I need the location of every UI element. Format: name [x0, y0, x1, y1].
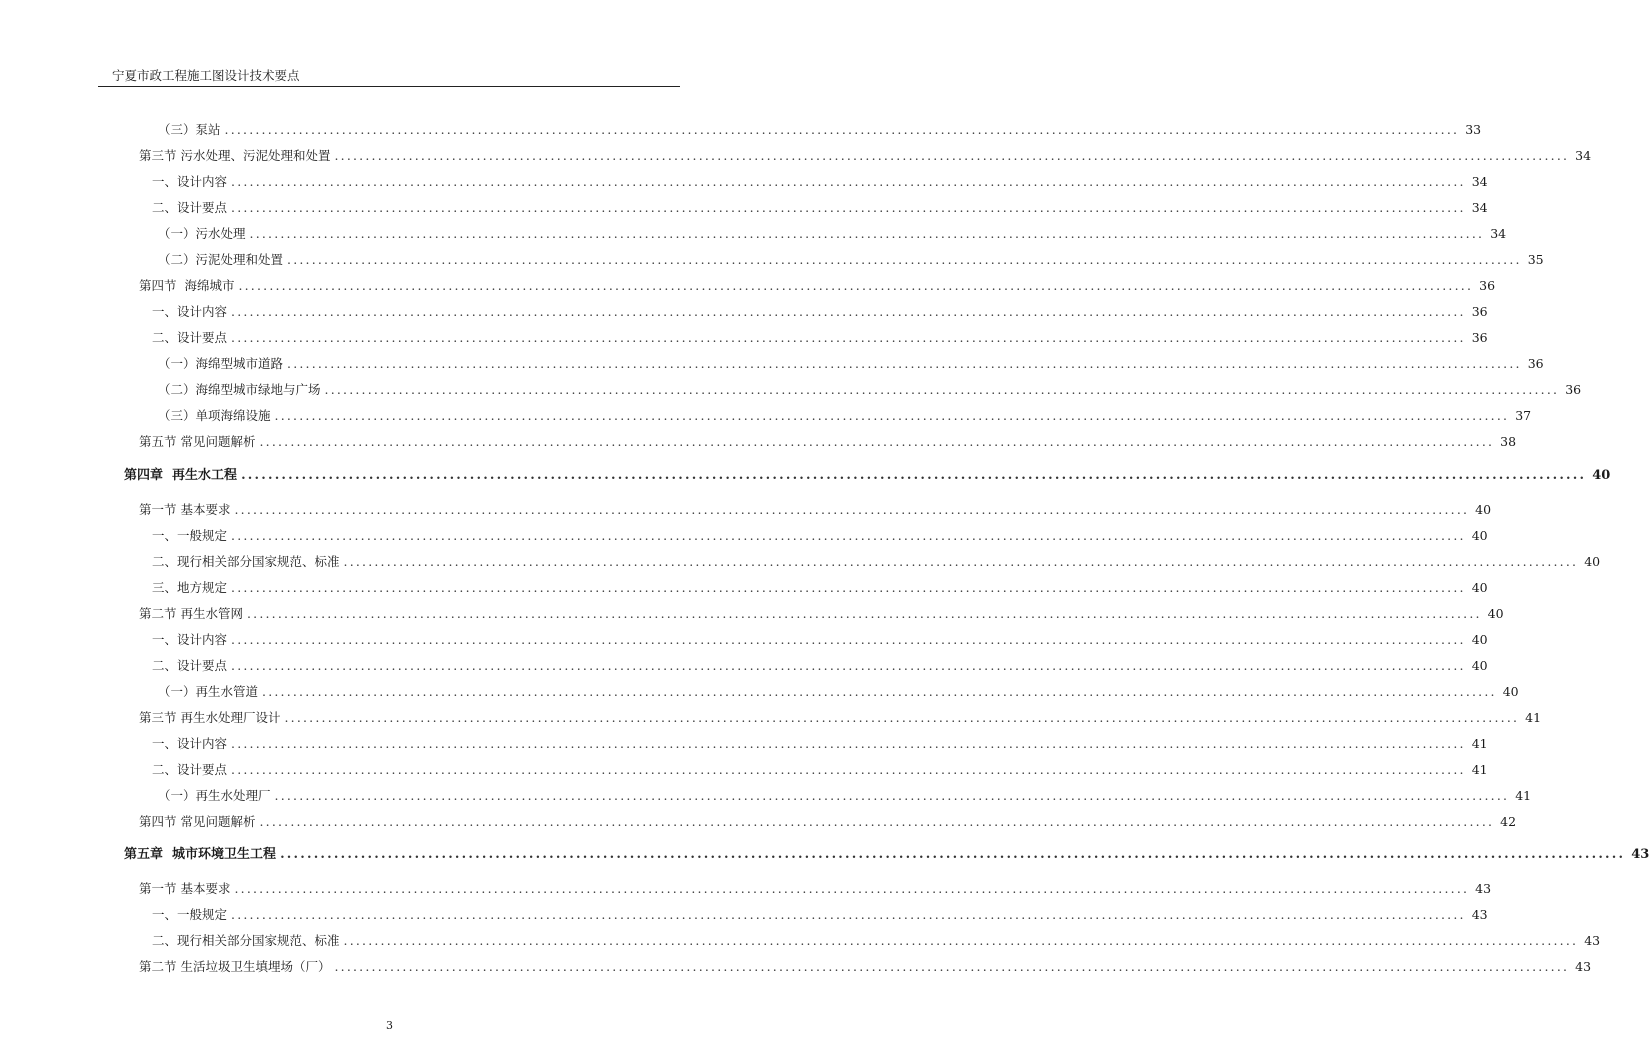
toc-entry-title: 第五节 常见问题解析 — [139, 434, 256, 449]
dot-leader: ........................................................................................................................................................................................................ — [231, 174, 1466, 189]
dot-leader: ........................................................................................................................................................................................................ — [334, 148, 1570, 163]
toc-entry-title: 第一节 基本要求 — [139, 502, 231, 517]
toc-entry-title: （三）单项海绵设施 — [158, 408, 271, 423]
toc-entry-title: 第三节 污水处理、污泥处理和处置 — [139, 148, 331, 163]
toc-entry[interactable] — [158, 381, 1582, 399]
toc-entry-page: 36 — [1565, 382, 1582, 397]
toc-entry[interactable] — [158, 407, 1532, 425]
toc-entry-title: 第一节 基本要求 — [139, 881, 231, 896]
running-header: 宁夏市政工程施工图设计技术要点 — [112, 68, 300, 83]
toc-entry-title: 第四章 再生水工程 — [124, 468, 238, 483]
toc-entry[interactable] — [139, 709, 1542, 727]
toc-entry-title: 二、设计要点 — [152, 200, 228, 215]
toc-entry[interactable] — [139, 147, 1592, 165]
dot-leader: ........................................................................................................................................................................................................ — [231, 658, 1466, 673]
toc-entry-title: （二）海绵型城市绿地与广场 — [158, 382, 321, 397]
dot-leader: ........................................................................................................................................................................................................ — [238, 278, 1474, 293]
toc-entry-title: 第二节 再生水管网 — [139, 606, 243, 621]
toc-entry-page: 41 — [1515, 788, 1532, 803]
toc-entry[interactable] — [152, 303, 1488, 321]
toc-entry-title: （一）再生水处理厂 — [158, 788, 271, 803]
toc-entry-page: 40 — [1592, 468, 1611, 483]
toc-entry[interactable] — [152, 527, 1488, 545]
toc-entry-title: 一、设计内容 — [152, 174, 228, 189]
dot-leader: ........................................................................................................................................................................................................ — [287, 252, 1522, 267]
toc-entry-page: 37 — [1515, 408, 1532, 423]
toc-entry-page: 38 — [1500, 434, 1517, 449]
dot-leader: ........................................................................................................................................................................................................ — [231, 907, 1466, 922]
toc-entry[interactable] — [158, 683, 1519, 701]
toc-entry-title: 二、设计要点 — [152, 658, 228, 673]
toc-entry-page: 43 — [1471, 907, 1488, 922]
toc-entry-page: 36 — [1527, 356, 1544, 371]
toc-entry-title: 一、一般规定 — [152, 528, 228, 543]
dot-leader: ........................................................................................................................................................................................................ — [246, 606, 1482, 621]
toc-entry-page: 40 — [1487, 606, 1504, 621]
dot-leader: ........................................................................................................................................................................................................ — [231, 304, 1466, 319]
dot-leader: ........................................................................................................................................................................................................ — [343, 933, 1579, 948]
dot-leader: ........................................................................................................................................................................................................ — [231, 528, 1466, 543]
dot-leader: ........................................................................................................................................................................................................ — [262, 684, 1497, 699]
toc-entry-page: 41 — [1525, 710, 1542, 725]
toc-entry-page: 36 — [1471, 304, 1488, 319]
toc-entry[interactable] — [152, 199, 1488, 217]
dot-leader: ........................................................................................................................................................................................................ — [274, 408, 1510, 423]
dot-leader: ........................................................................................................................................................................................................ — [231, 200, 1466, 215]
dot-leader: ........................................................................................................................................................................................................ — [343, 554, 1579, 569]
toc-entry[interactable] — [139, 880, 1492, 898]
dot-leader: ........................................................................................................................................................................................................ — [224, 122, 1460, 137]
dot-leader: ........................................................................................................................................................................................................ — [234, 502, 1470, 517]
toc-entry[interactable] — [139, 433, 1517, 451]
dot-leader: ........................................................................................................................................................................................................ — [241, 468, 1587, 483]
dot-leader: ........................................................................................................................................................................................................ — [287, 356, 1522, 371]
dot-leader: ........................................................................................................................................................................................................ — [249, 226, 1485, 241]
toc-entry[interactable] — [139, 813, 1517, 831]
toc-entry-title: 一、设计内容 — [152, 304, 228, 319]
toc-entry[interactable] — [152, 932, 1601, 950]
toc-entry[interactable] — [152, 735, 1488, 753]
toc-entry-page: 34 — [1490, 226, 1507, 241]
toc-entry[interactable] — [152, 906, 1488, 924]
toc-entry[interactable] — [139, 605, 1504, 623]
toc-entry-title: 二、设计要点 — [152, 762, 228, 777]
toc-entry-title: 一、一般规定 — [152, 907, 228, 922]
toc-entry[interactable] — [158, 121, 1482, 139]
toc-entry-page: 43 — [1631, 847, 1649, 862]
toc-entry-title: 二、现行相关部分国家规范、标准 — [152, 933, 340, 948]
dot-leader: ........................................................................................................................................................................................................ — [259, 434, 1495, 449]
dot-leader: ........................................................................................................................................................................................................ — [259, 814, 1495, 829]
toc-entry-title: （三）泵站 — [158, 122, 221, 137]
toc-entry-page: 40 — [1471, 658, 1488, 673]
toc-entry-title: 第五章 城市环境卫生工程 — [124, 847, 277, 862]
toc-entry[interactable] — [152, 329, 1488, 347]
toc-entry-page: 40 — [1471, 580, 1488, 595]
toc-entry-page: 43 — [1475, 881, 1492, 896]
dot-leader: ........................................................................................................................................................................................................ — [274, 788, 1510, 803]
dot-leader: ........................................................................................................................................................................................................ — [231, 580, 1466, 595]
toc-entry-title: 第四节 海绵城市 — [139, 278, 235, 293]
toc-entry-page: 40 — [1471, 632, 1488, 647]
toc-entry[interactable] — [139, 277, 1496, 295]
dot-leader: ........................................................................................................................................................................................................ — [231, 762, 1466, 777]
toc-entry-title: 第三节 再生水处理厂设计 — [139, 710, 281, 725]
toc-entry-page: 40 — [1475, 502, 1492, 517]
dot-leader: ........................................................................................................................................................................................................ — [231, 330, 1466, 345]
toc-entry-title: 三、地方规定 — [152, 580, 228, 595]
toc-entry-page: 33 — [1465, 122, 1482, 137]
toc-entry-page: 40 — [1471, 528, 1488, 543]
toc-entry-page: 42 — [1500, 814, 1517, 829]
dot-leader: ........................................................................................................................................................................................................ — [231, 632, 1466, 647]
toc-entry-title: 二、现行相关部分国家规范、标准 — [152, 554, 340, 569]
toc-entry[interactable] — [152, 657, 1488, 675]
toc-entry-title: 一、设计内容 — [152, 736, 228, 751]
toc-entry[interactable] — [152, 173, 1488, 191]
toc-entry[interactable] — [152, 631, 1488, 649]
toc-entry-page: 41 — [1471, 762, 1488, 777]
toc-entry-title: 第四节 常见问题解析 — [139, 814, 256, 829]
toc-chapter-entry[interactable] — [124, 846, 1649, 864]
toc-entry[interactable] — [152, 579, 1488, 597]
toc-entry[interactable] — [158, 787, 1532, 805]
toc-entry-title: （一）污水处理 — [158, 226, 246, 241]
toc-entry-title: 第二节 生活垃圾卫生填埋场（厂） — [139, 959, 331, 974]
header-rule — [98, 86, 680, 87]
dot-leader: ........................................................................................................................................................................................................ — [231, 736, 1466, 751]
toc-entry-page: 35 — [1527, 252, 1544, 267]
toc-entry-title: （一）再生水管道 — [158, 684, 259, 699]
toc-entry-page: 34 — [1575, 148, 1592, 163]
toc-entry[interactable] — [152, 761, 1488, 779]
toc-entry-page: 43 — [1575, 959, 1592, 974]
toc-entry-page: 36 — [1471, 330, 1488, 345]
toc-entry-title: （一）海绵型城市道路 — [158, 356, 284, 371]
toc-entry-title: （二）污泥处理和处置 — [158, 252, 284, 267]
toc-entry-page: 41 — [1471, 736, 1488, 751]
toc-entry[interactable] — [158, 225, 1507, 243]
toc-chapter-entry[interactable] — [124, 467, 1611, 485]
toc-entry-page: 34 — [1471, 200, 1488, 215]
toc-entry-page: 43 — [1584, 933, 1601, 948]
toc-entry[interactable] — [139, 958, 1592, 976]
toc-entry[interactable] — [158, 251, 1544, 269]
toc-entry-title: 一、设计内容 — [152, 632, 228, 647]
toc-entry-page: 36 — [1479, 278, 1496, 293]
toc-entry-page: 34 — [1471, 174, 1488, 189]
dot-leader: ........................................................................................................................................................................................................ — [284, 710, 1520, 725]
toc-entry-page: 40 — [1584, 554, 1601, 569]
toc-entry-title: 二、设计要点 — [152, 330, 228, 345]
toc-entry[interactable] — [152, 553, 1601, 571]
dot-leader: ........................................................................................................................................................................................................ — [280, 847, 1626, 862]
dot-leader: ........................................................................................................................................................................................................ — [334, 959, 1570, 974]
page-number: 3 — [386, 1019, 393, 1032]
toc-entry-page: 40 — [1502, 684, 1519, 699]
dot-leader: ........................................................................................................................................................................................................ — [234, 881, 1470, 896]
toc-entry[interactable] — [158, 355, 1544, 373]
dot-leader: ........................................................................................................................................................................................................ — [324, 382, 1560, 397]
toc-entry[interactable] — [139, 501, 1492, 519]
